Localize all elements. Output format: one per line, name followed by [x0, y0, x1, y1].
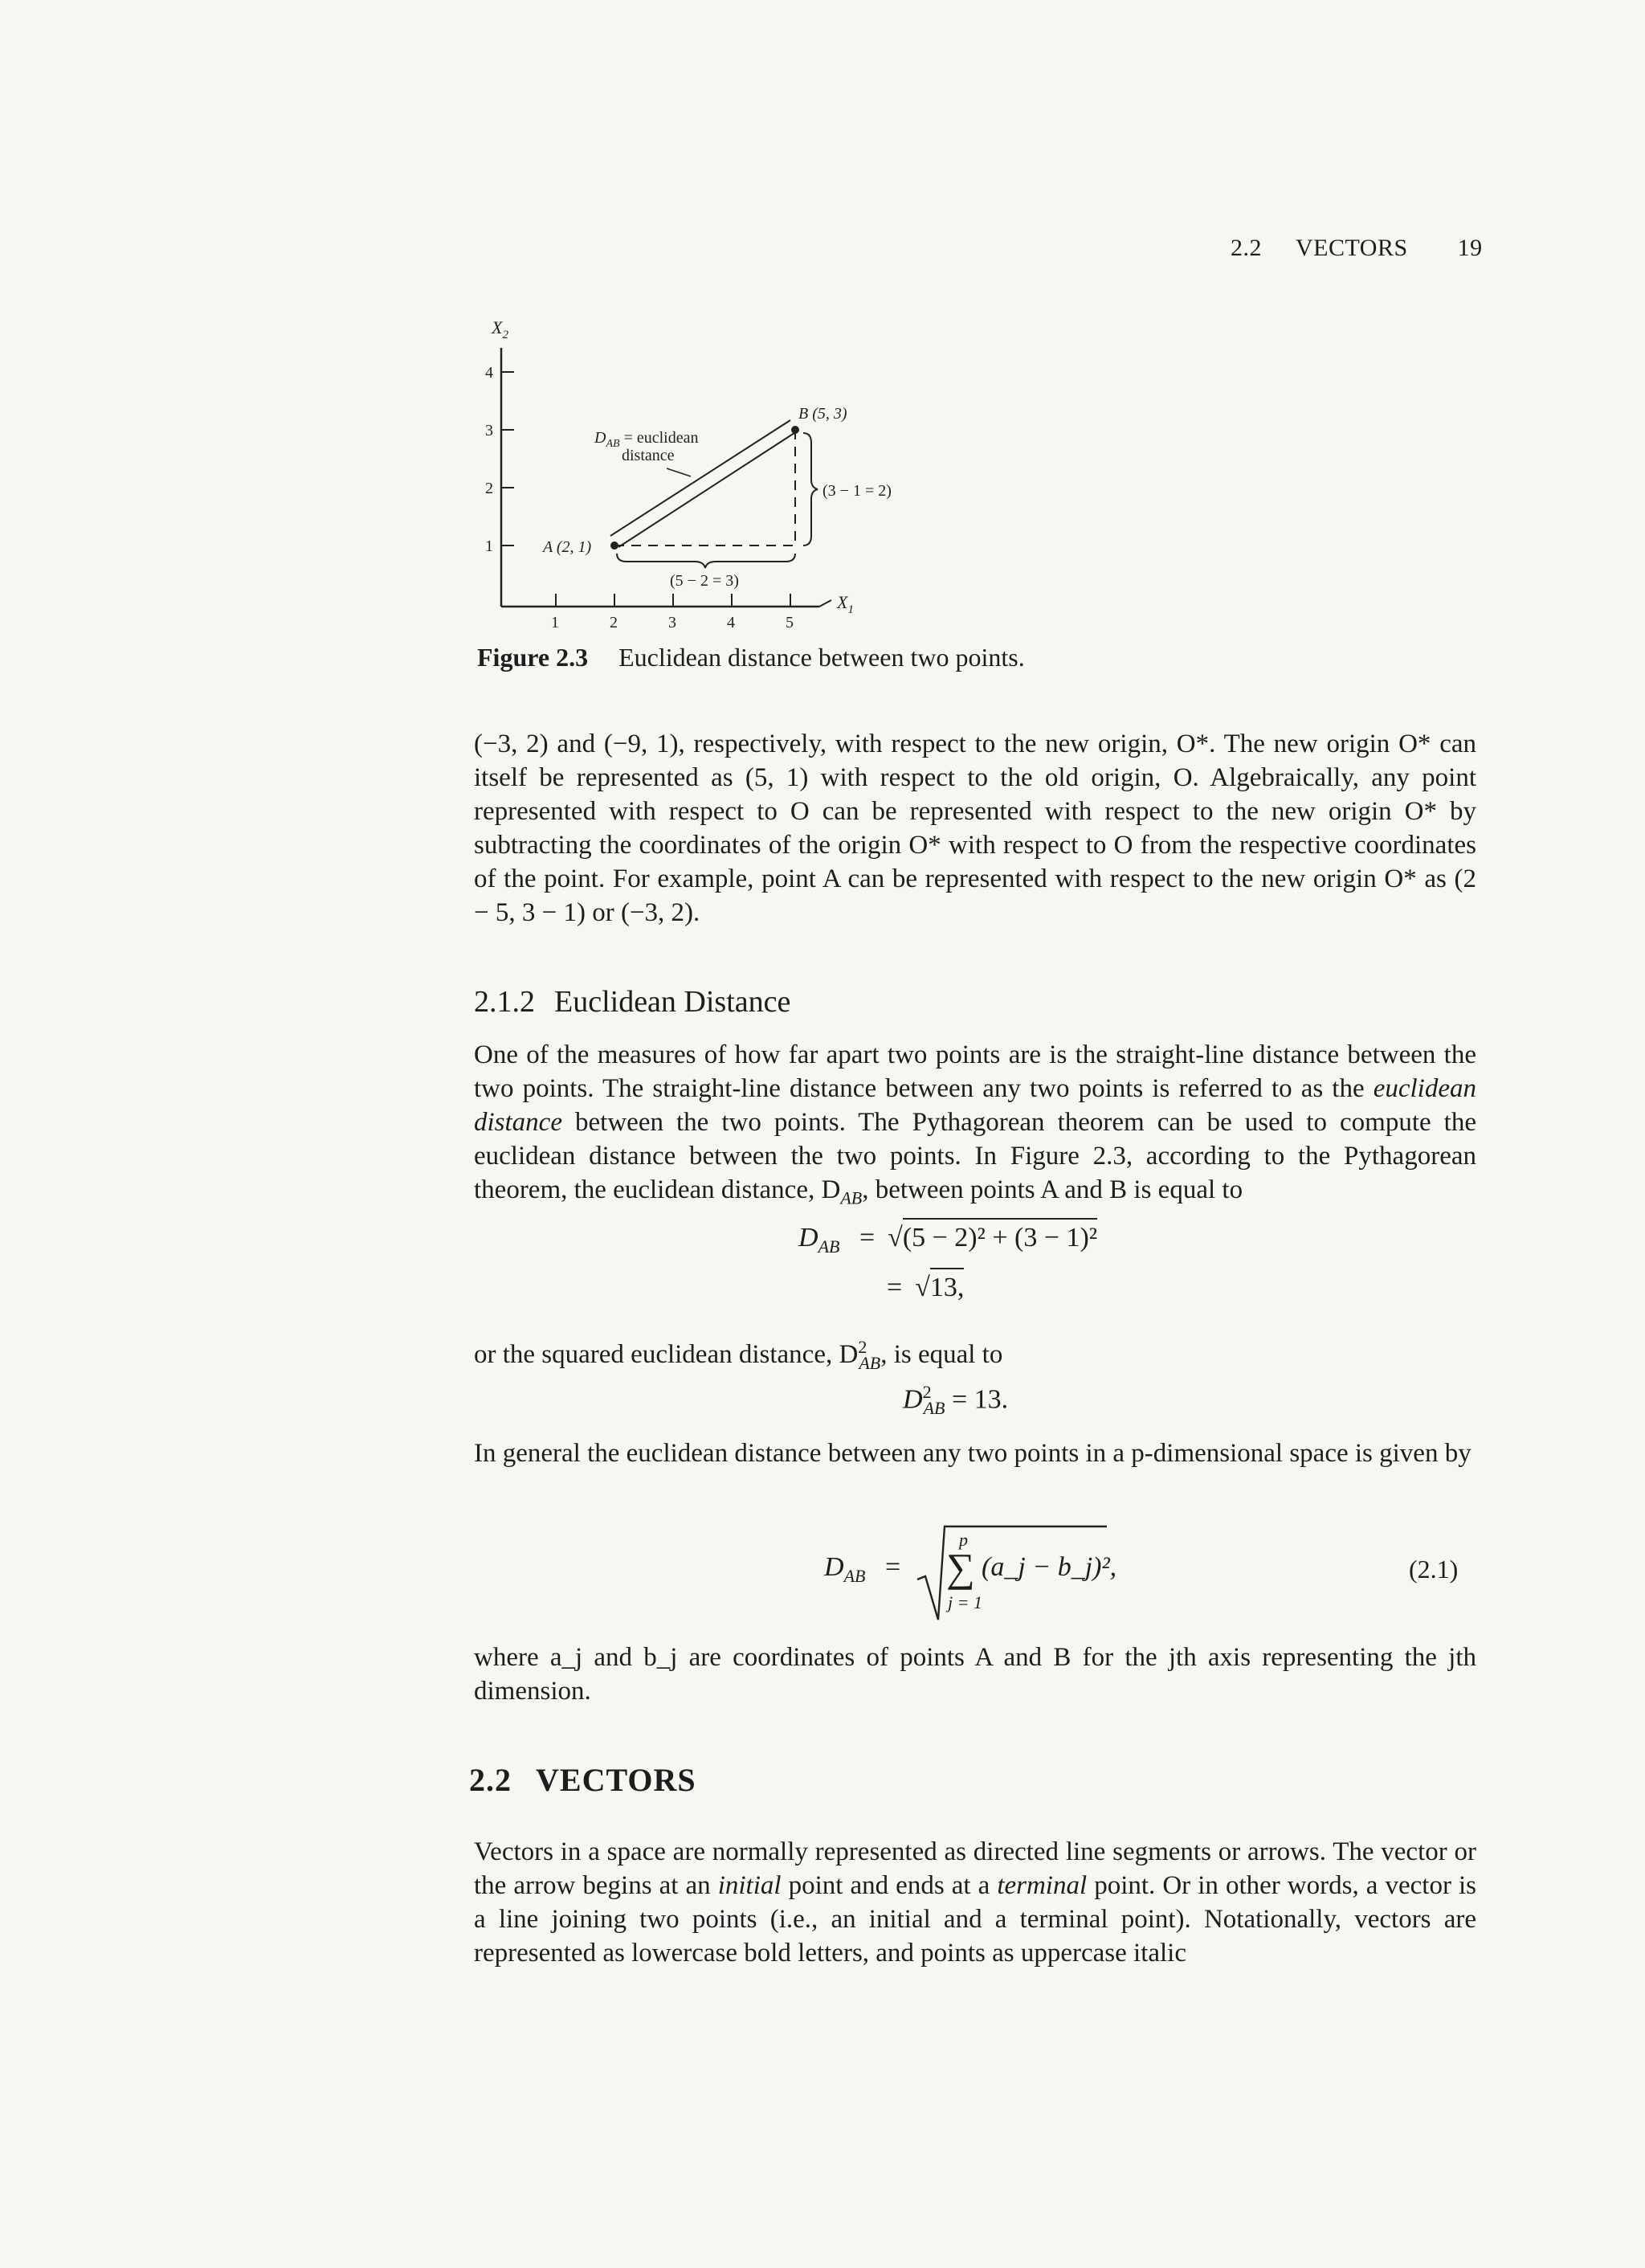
x-tick-label: 1 — [551, 614, 559, 631]
figure-caption — [477, 643, 1025, 672]
dab-label-line2: distance — [622, 447, 675, 464]
equation-squared — [903, 1382, 1008, 1419]
paragraph-coordinates: where a_j and b_j are coordinates of points A and B for the jth axis representing the jth dimension. — [474, 1643, 1476, 1706]
p2-text-c: , between points A and B is equal to — [862, 1175, 1243, 1204]
section-title: VECTORS — [536, 1762, 696, 1798]
eq2-root-sign: √ — [915, 1273, 930, 1302]
y-tick-label: 1 — [485, 537, 493, 555]
y-tick-label: 2 — [485, 480, 493, 497]
equation-dab — [798, 1223, 1097, 1257]
p3-sup: 2 — [858, 1337, 867, 1357]
paragraph-new-origin: (−3, 2) and (−9, 1), respectively, with respect to the new origin, O*. The new origin O* can itself be represented as (5, 1) with respect to the old origin, O. Algebraically, any point represented with respect to O can be represented with respect to the new origin O* by subtracting the coordinates of the origin O* with respect to O from the respective coordinates of the point. For example, point A can be represented with respect to the new origin O* as (2 − 5, 3 − 1) or (−3, 2). — [474, 729, 1476, 927]
eq3-rhs: = 13. — [945, 1384, 1009, 1415]
x-axis-label: $X_1$ — [837, 592, 854, 616]
equation-2-1 — [824, 1552, 913, 1587]
p6-text-c: point. Or in other words, a vector is a line joining two points (i.e., an initial and a terminal point). Notationally, vectors are represented as lowercase bold letters, and points as uppercase italic — [474, 1871, 1476, 1968]
caption-label: Figure 2.3 — [477, 643, 589, 672]
equation-dab-result — [887, 1273, 964, 1303]
eq1-lhs: D — [798, 1223, 818, 1253]
eq3-sup: 2 — [922, 1382, 932, 1402]
running-header — [1231, 235, 1483, 262]
sum-lower-limit: j = 1 — [948, 1592, 982, 1612]
sum-symbol: ∑ — [946, 1545, 975, 1590]
subsection-heading — [474, 984, 790, 1020]
p6-text-b: point and ends at a — [781, 1871, 998, 1900]
y-tick-label: 3 — [485, 422, 493, 439]
p2-text-b: between the two points. The Pythagorean theorem can be used to compute the euclidean distance between the two points. In Figure 2.3, according to the Pythagorean theorem, the euclidean distance, D — [474, 1108, 1476, 1204]
paragraph-euclidean-definition — [474, 1038, 1476, 1216]
p6-text-a: Vectors in a space are normally represented as directed line segments or arrows. The vector or the arrow begins at an — [474, 1837, 1476, 1900]
page-number: 19 — [1457, 235, 1483, 261]
header-section-title: VECTORS — [1296, 235, 1408, 261]
point-a-label: A (2, 1) — [543, 538, 592, 556]
subsection-title: Euclidean Distance — [554, 985, 791, 1019]
eq1-rhs: (5 − 2)² + (3 − 1)² — [903, 1218, 1097, 1253]
paragraph-squared-distance — [474, 1330, 1476, 1380]
figure-svg — [450, 309, 964, 639]
paragraph-general-distance: In general the euclidean distance between any two points in a p-dimensional space is given by — [474, 1439, 1472, 1468]
vertical-gap-label: (3 − 1 = 2) — [822, 482, 892, 500]
eq3-sub: AB — [923, 1398, 945, 1419]
caption-text: Euclidean distance between two points. — [618, 643, 1025, 672]
subsection-number: 2.1.2 — [474, 985, 535, 1019]
x-tick-label: 3 — [668, 614, 676, 631]
y-tick-label: 4 — [485, 364, 493, 382]
eq2-rhs: 13, — [930, 1268, 965, 1302]
p6-emphasis-terminal: terminal — [997, 1871, 1088, 1900]
paragraph-vectors — [474, 1835, 1476, 1970]
x-axis-arrow — [819, 600, 831, 607]
x-tick-label: 2 — [610, 614, 618, 631]
point-b-label: B (5, 3) — [798, 405, 847, 423]
p2-emphasis: euclidean distance — [474, 1074, 1476, 1137]
horizontal-brace — [617, 554, 795, 568]
eq1-root-sign: √ — [888, 1223, 903, 1253]
section-heading — [469, 1761, 696, 1799]
p2-subscript: AB — [840, 1187, 863, 1208]
x-tick-label: 5 — [786, 614, 794, 631]
dab-leader-line — [667, 468, 691, 476]
eq4-equals: = — [884, 1552, 901, 1582]
p3-text-b: , is equal to — [880, 1340, 1003, 1369]
y-axis-label: $X_2$ — [492, 317, 508, 341]
header-section-number: 2.2 — [1231, 235, 1262, 261]
sum-upper-limit: p — [959, 1530, 968, 1550]
y-ticks — [501, 372, 514, 546]
eq3-lhs: D — [903, 1384, 923, 1415]
eq4-lhs: D — [824, 1552, 844, 1582]
point-b-dot — [791, 426, 799, 434]
eq1-lhs-sub: AB — [818, 1236, 840, 1257]
equation-number: (2.1) — [1409, 1555, 1459, 1584]
x-tick-label: 4 — [727, 614, 735, 631]
p2-text-a: One of the measures of how far apart two points are is the straight-line distance between the two points. The straight-line distance between any two points is referred to as the — [474, 1040, 1476, 1103]
x-ticks — [556, 594, 790, 607]
eq4-lhs-sub: AB — [843, 1565, 866, 1586]
sum-term: (a_j − b_j)², — [982, 1552, 1117, 1582]
p3-text-a: or the squared euclidean distance, D — [474, 1340, 859, 1369]
dab-label: $D_{AB}$ = euclidean — [594, 429, 699, 450]
p6-emphasis-initial: initial — [717, 1871, 782, 1900]
horizontal-gap-label: (5 − 2 = 3) — [670, 572, 739, 590]
p3-sub: AB — [859, 1352, 881, 1373]
eq2-equals: = — [887, 1273, 903, 1302]
vertical-brace — [803, 433, 818, 546]
eq1-equals: = — [859, 1223, 876, 1253]
figure-euclidean-distance — [450, 309, 964, 639]
section-number: 2.2 — [469, 1762, 512, 1798]
point-a-dot — [610, 541, 618, 550]
